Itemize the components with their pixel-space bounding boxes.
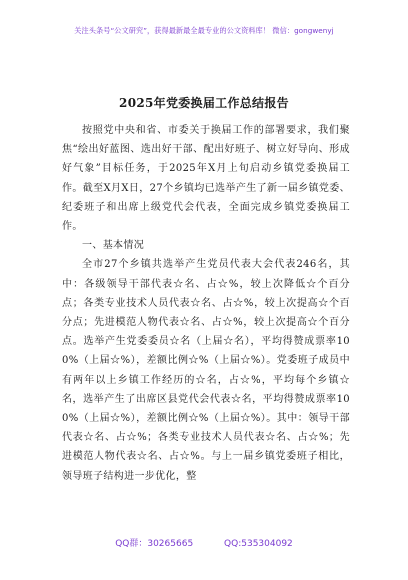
- document-title: 2025年党委换届工作总结报告: [119, 96, 289, 110]
- basic-situation-paragraph: 全市27个乡镇共选举产生党员代表大会代表246名，其中：各级领导干部代表☆名、占☆%，较上次降低☆个百分点；各类专业技术人员代表☆名、占☆%，较上次提高☆个百分点；先进模范人物代表☆名、占☆%，较上次提高☆个百分点。选举产生党委委员☆名（上届☆名），平均得赞成票率100%（上届☆%），差额比例☆%（上届☆%）。党委班子成员中有两年以上乡镇工作经历的☆名，占☆%，平均每个乡镇☆名，选举产生了出席区县党代会代表☆名，平均得赞成票率100%（上届☆%），差额比例☆%（上届☆%）。其中：领导干部代表☆名、占☆%；各类专业技术人员代表☆名、占☆%；先进模范人物代表☆名、占☆%。与上一届乡镇党委班子相比，领导班子结构进一步优化，整: [62, 259, 350, 482]
- section-heading: 一、基本情况: [82, 240, 145, 252]
- page-footer: [0, 536, 408, 549]
- intro-paragraph: 按照党中央和省、市委关于换届工作的部署要求，我们聚焦“绘出好蓝图、选出好干部、配出好班子、树立好导向、形成好气象”目标任务，于2025年X月上旬启动乡镇党委换届工作。截至X月X日，27个乡镇均已选举产生了新一届乡镇党委、纪委班子和出席上级党代会代表，全面完成乡镇党委换届工作。: [62, 125, 350, 233]
- promo-banner: 关注头条号“公文研究”，获得最新最全最专业的公文资料库！ 微信：gongwenyj: [74, 26, 334, 35]
- footer-qq-group: QQ群：30265665: [115, 539, 194, 549]
- footer-qq: QQ:535304092: [224, 539, 293, 549]
- document-body: [62, 121, 350, 486]
